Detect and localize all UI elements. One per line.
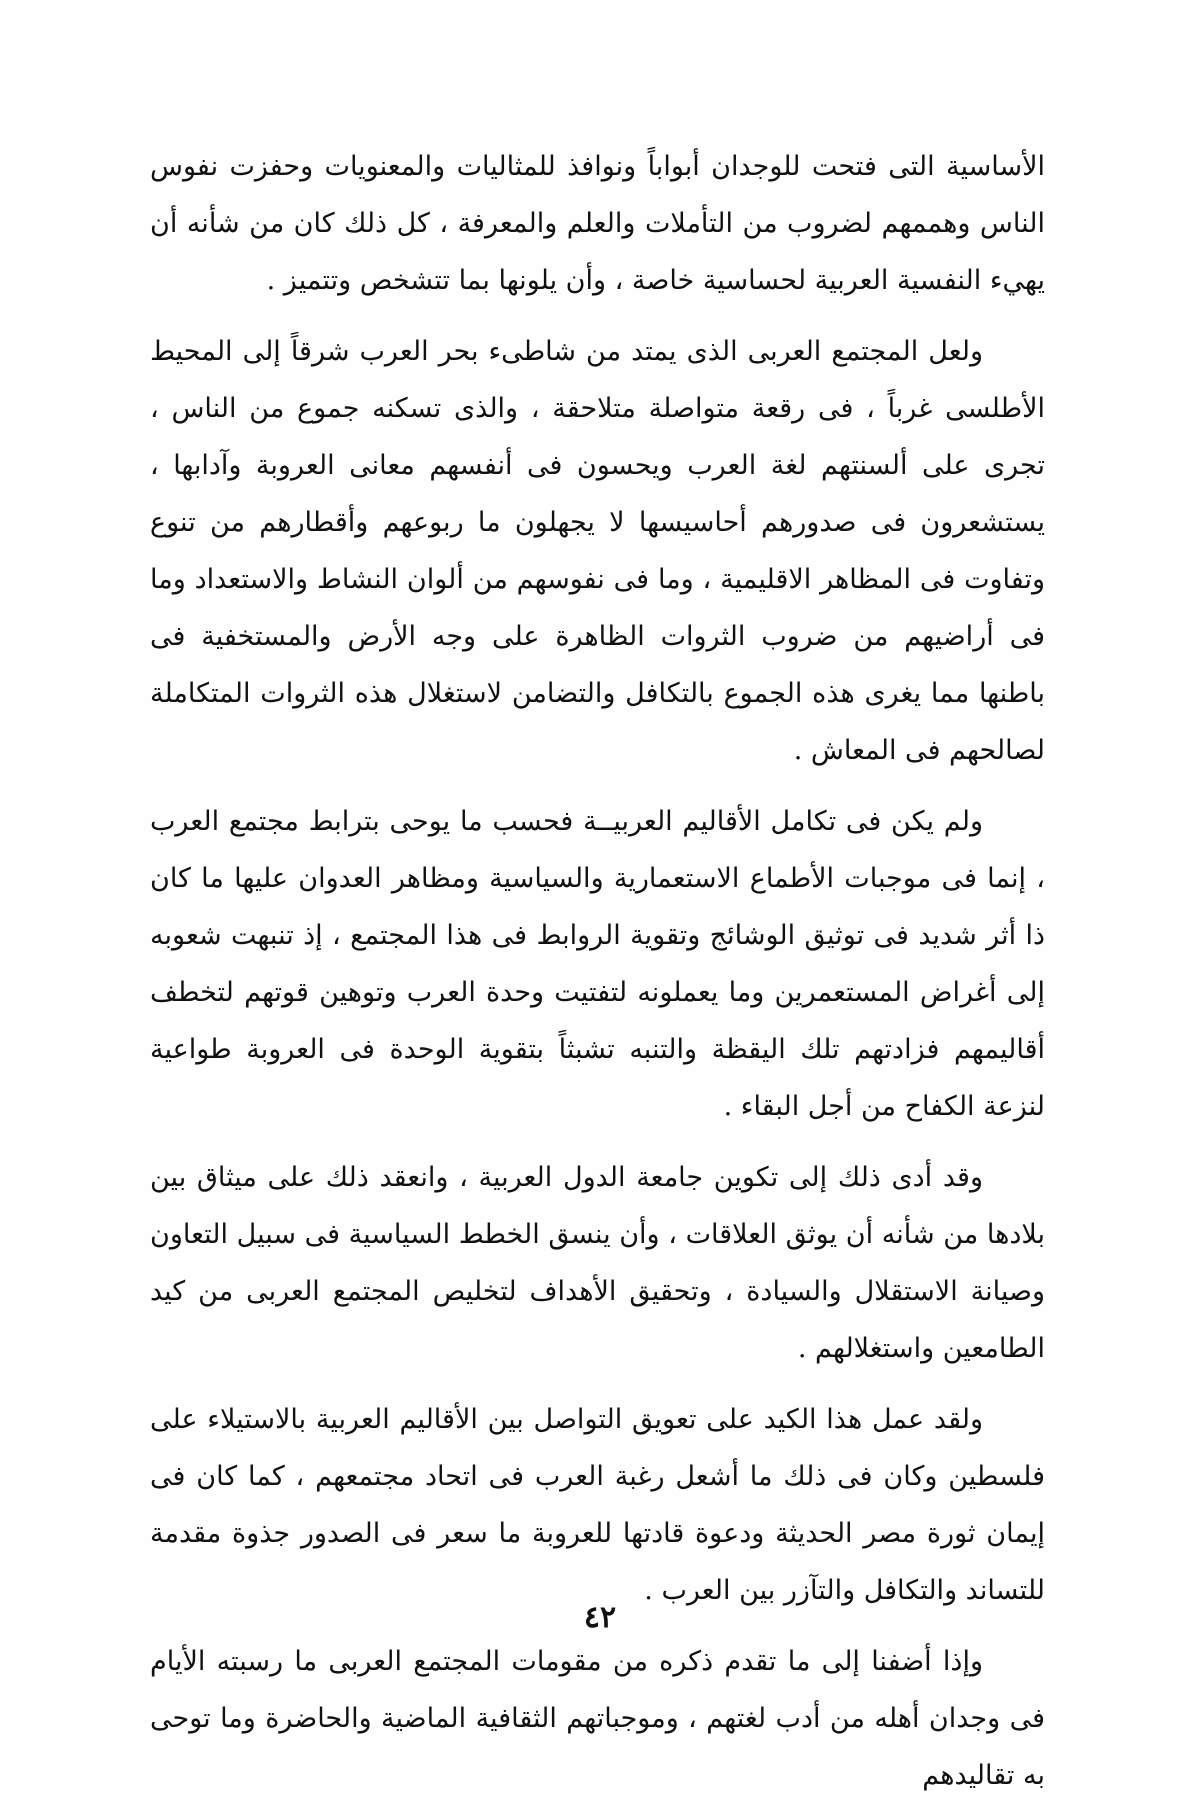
paragraph-1: الأساسية التى فتحت للوجدان أبواباً ونوافذ للمثاليات والمعنويات وحفزت نفوس الناس وهممهم لضروب من التأملات والعلم والمعرفة ، كل ذلك كان من شأنه أن يهيء النفسية العربية لحساسية خاصة ، وأن يلونها بما تتشخص وتتميز . [150, 151, 1045, 296]
paragraph-3: ولم يكن فى تكامل الأقاليم العربيــة فحسب ما يوحى بترابط مجتمع العرب ، إنما فى موجبات الأطماع الاستعمارية والسياسية ومظاهر العدوان عليها ما كان ذا أثر شديد فى توثيق الوشائج وتقوية الروابط فى هذا المجتمع ، إذ تنبهت شعوبه إلى أغراض المستعمرين وما يعملونه لتفتيت وحدة العرب وتوهين قوتهم لتخطف أقاليمهم فزادتهم تلك اليقظة والتنبه تشبثاً بتقوية الوحدة فى العروبة طواعية لنزعة الكفاح من أجل البقاء . [150, 806, 1045, 1122]
page-number: ٤٢ [583, 1600, 617, 1635]
paragraph-4: وقد أدى ذلك إلى تكوين جامعة الدول العربية ، وانعقد ذلك على ميثاق بين بلادها من شأنه أن يوثق العلاقات ، وأن ينسق الخطط السياسية فى سبيل التعاون وصيانة الاستقلال والسيادة ، وتحقيق الأهداف لتخليص المجتمع العربى من كيد الطامعين واستغلالهم . [150, 1162, 1045, 1364]
paragraph-5: ولقد عمل هذا الكيد على تعويق التواصل بين الأقاليم العربية بالاستيلاء على فلسطين وكان فى ذلك ما أشعل رغبة العرب فى اتحاد مجتمعهم ، كما كان فى إيمان ثورة مصر الحديثة ودعوة قادتها للعروبة ما سعر فى الصدور جذوة مقدمة للتساند والتكافل والتآزر بين العرب . [150, 1404, 1045, 1606]
paragraph-6: وإذا أضفنا إلى ما تقدم ذكره من مقومات المجتمع العربى ما رسبته الأيام فى وجدان أهله من أدب لغتهم ، وموجباتهم الثقافية الماضية والحاضرة وما توحى به تقاليدهم [150, 1646, 1045, 1791]
paragraph-2: ولعل المجتمع العربى الذى يمتد من شاطىء بحر العرب شرقاً إلى المحيط الأطلسى غرباً ، فى رقعة متواصلة متلاحقة ، والذى تسكنه جموع من الناس ، تجرى على ألسنتهم لغة العرب ويحسون فى أنفسهم معانى العروبة وآدابها ، يستشعرون فى صدورهم أحاسيسها لا يجهلون ما ربوعهم وأقطارهم من تنوع وتفاوت فى المظاهر الاقليمية ، وما فى نفوسهم من ألوان النشاط والاستعداد وما فى أراضيهم من ضروب الثروات الظاهرة على وجه الأرض والمستخفية فى باطنها مما يغرى هذه الجموع بالتكافل والتضامن لاستغلال هذه الثروات المتكاملة لصالحهم فى المعاش . [150, 336, 1045, 766]
body-text [150, 138, 1045, 1818]
